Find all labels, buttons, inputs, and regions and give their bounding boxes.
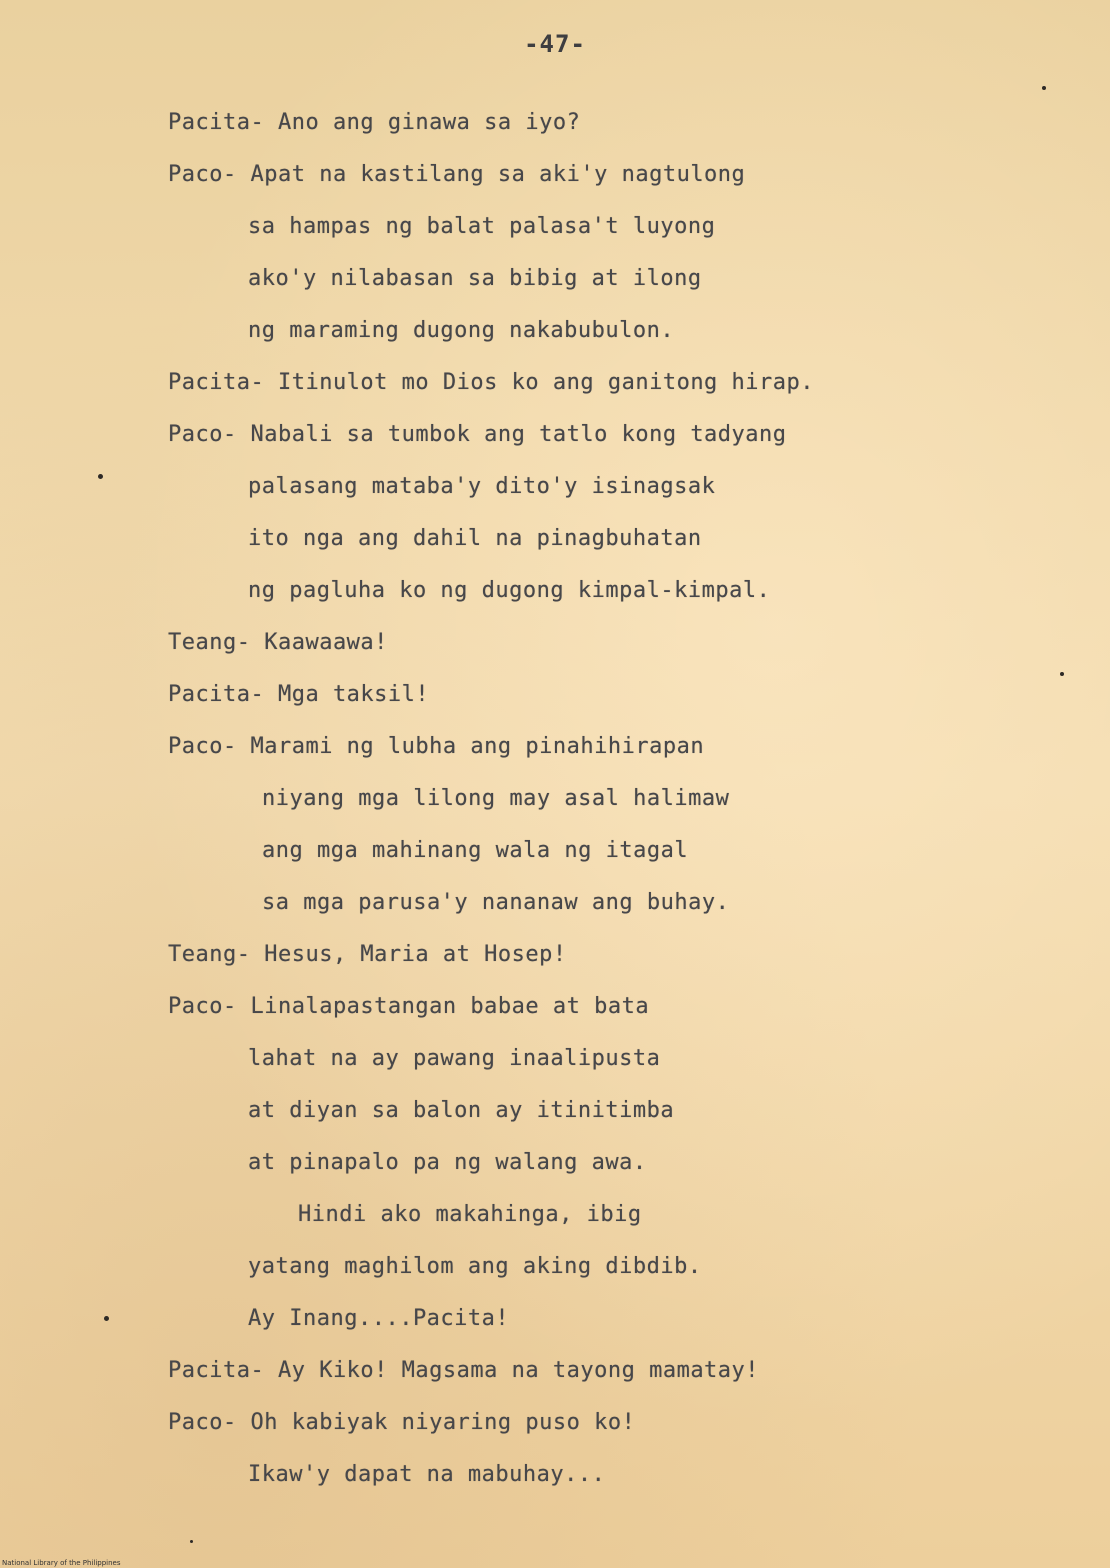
script-line: Pacita- Itinulot mo Dios ko ang ganitong hirap. — [168, 370, 815, 395]
script-line: Paco- Apat na kastilang sa aki'y nagtulong — [168, 162, 746, 187]
script-line: sa hampas ng balat palasa't luyong — [248, 214, 716, 239]
paper-speck — [98, 474, 103, 479]
script-line: ang mga mahinang wala ng itagal — [262, 838, 689, 863]
script-line: ito nga ang dahil na pinagbuhatan — [248, 526, 702, 551]
script-line: Teang- Hesus, Maria at Hosep! — [168, 942, 567, 967]
script-line: Pacita- Ay Kiko! Magsama na tayong mamatay! — [168, 1358, 760, 1383]
script-line: lahat na ay pawang inaalipusta — [248, 1046, 661, 1071]
script-line: Pacita- Mga taksil! — [168, 682, 430, 707]
script-line: Ay Inang....Pacita! — [248, 1306, 510, 1331]
script-line: ng pagluha ko ng dugong kimpal-kimpal. — [248, 578, 771, 603]
script-line: Teang- Kaawaawa! — [168, 630, 388, 655]
script-line: ako'y nilabasan sa bibig at ilong — [248, 266, 702, 291]
script-line: ng maraming dugong nakabubulon. — [248, 318, 675, 343]
script-line: Paco- Linalapastangan babae at bata — [168, 994, 650, 1019]
script-line: Pacita- Ano ang ginawa sa iyo? — [168, 110, 581, 135]
paper-speck — [190, 1540, 193, 1543]
library-footer: National Library of the Philippines — [2, 1559, 121, 1567]
paper-speck — [1042, 86, 1046, 90]
script-line: palasang mataba'y dito'y isinagsak — [248, 474, 716, 499]
script-line: niyang mga lilong may asal halimaw — [262, 786, 730, 811]
script-line: yatang maghilom ang aking dibdib. — [248, 1254, 702, 1279]
paper-speck — [1060, 672, 1064, 676]
script-line: Hindi ako makahinga, ibig — [298, 1202, 642, 1227]
script-line: Ikaw'y dapat na mabuhay... — [248, 1462, 606, 1487]
script-line: Paco- Nabali sa tumbok ang tatlo kong tadyang — [168, 422, 787, 447]
script-line: Paco- Oh kabiyak niyaring puso ko! — [168, 1410, 636, 1435]
script-line: Paco- Marami ng lubha ang pinahihirapan — [168, 734, 705, 759]
script-line: at diyan sa balon ay itinitimba — [248, 1098, 675, 1123]
script-line: at pinapalo pa ng walang awa. — [248, 1150, 647, 1175]
page-number: -47- — [524, 30, 586, 58]
script-line: sa mga parusa'y nananaw ang buhay. — [262, 890, 730, 915]
paper-speck — [104, 1316, 109, 1321]
